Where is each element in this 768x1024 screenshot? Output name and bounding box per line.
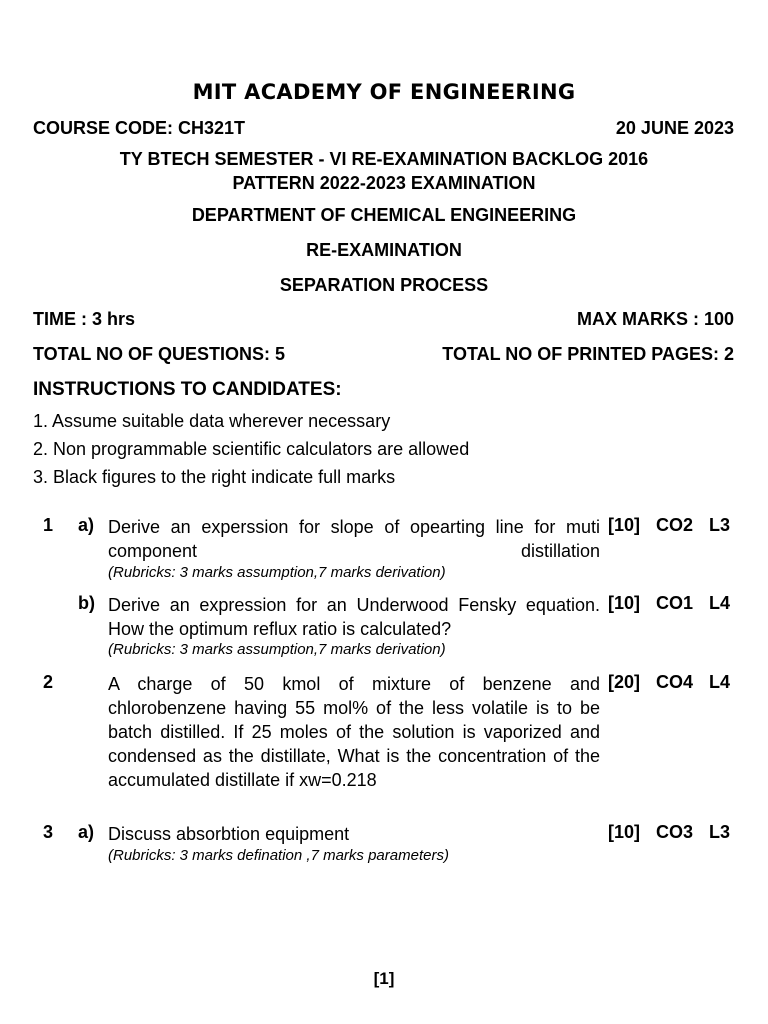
question-number: 3 [43, 822, 54, 842]
exam-time: TIME : 3 hrs [33, 309, 136, 329]
question-text: Derive an expression for an Underwood Fensky equation. How the optimum reflux ratio is calculated? [108, 595, 600, 639]
question-number: 1 [43, 515, 54, 535]
question-co: CO2 [656, 515, 694, 535]
department: DEPARTMENT OF CHEMICAL ENGINEERING [191, 205, 577, 225]
question-text: Discuss absorbtion equipment [108, 824, 350, 844]
question-co: CO1 [656, 593, 694, 613]
question-rubric: (Rubricks: 3 marks assumption,7 marks derivation) [108, 641, 446, 658]
exam-date: 20 JUNE 2023 [615, 118, 734, 138]
question-text: A charge of 50 kmol of mixture of benzene and chlorobenzene having 55 mol% of the less volatile is to be batch distilled. If 25 moles of the solution is vaporized and condensed as the distillate, What is the concentration of the accumulated distillate if xw=0.218 [108, 674, 600, 790]
instruction-item: 1. Assume suitable data wherever necessary [33, 411, 391, 431]
question-co: CO4 [656, 672, 694, 692]
subject: SEPARATION PROCESS [279, 275, 489, 295]
semester-line-1: TY BTECH SEMESTER - VI RE-EXAMINATION BACKLOG 2016 [119, 149, 649, 169]
institute-title: MIT ACADEMY OF ENGINEERING [192, 80, 576, 104]
question-sub: a) [78, 515, 95, 535]
question-text: Derive an experssion for slope of opearting line for muti component distillation [108, 517, 600, 561]
question-level: L4 [709, 593, 731, 613]
instruction-item: 3. Black figures to the right indicate full marks [33, 467, 396, 487]
question-rubric: (Rubricks: 3 marks assumption,7 marks derivation) [108, 564, 446, 581]
question-co: CO3 [656, 822, 694, 842]
question-marks: [10] [608, 515, 641, 535]
question-rubric: (Rubricks: 3 marks defination ,7 marks parameters) [108, 847, 449, 864]
semester-line-2: PATTERN 2022-2023 EXAMINATION [232, 173, 536, 193]
page-number: [1] [373, 969, 395, 988]
total-pages: TOTAL NO OF PRINTED PAGES: 2 [442, 344, 734, 364]
question-level: L3 [709, 822, 731, 842]
question-number: 2 [43, 672, 54, 692]
question-sub: b) [78, 593, 95, 613]
course-code: COURSE CODE: CH321T [33, 118, 246, 138]
instruction-item: 2. Non programmable scientific calculators are allowed [33, 439, 470, 459]
exam-type: RE-EXAMINATION [306, 240, 462, 260]
question-marks: [10] [608, 593, 641, 613]
question-marks: [20] [608, 672, 641, 692]
totals-row [33, 344, 734, 365]
instructions-heading: INSTRUCTIONS TO CANDIDATES: [33, 379, 342, 400]
total-questions: TOTAL NO OF QUESTIONS: 5 [33, 344, 286, 364]
time-marks-row [33, 309, 734, 330]
question-level: L4 [709, 672, 731, 692]
question-marks: [10] [608, 822, 641, 842]
question-sub: a) [78, 822, 95, 842]
course-row [33, 118, 734, 139]
max-marks: MAX MARKS : 100 [576, 309, 734, 329]
question-level: L3 [709, 515, 731, 535]
